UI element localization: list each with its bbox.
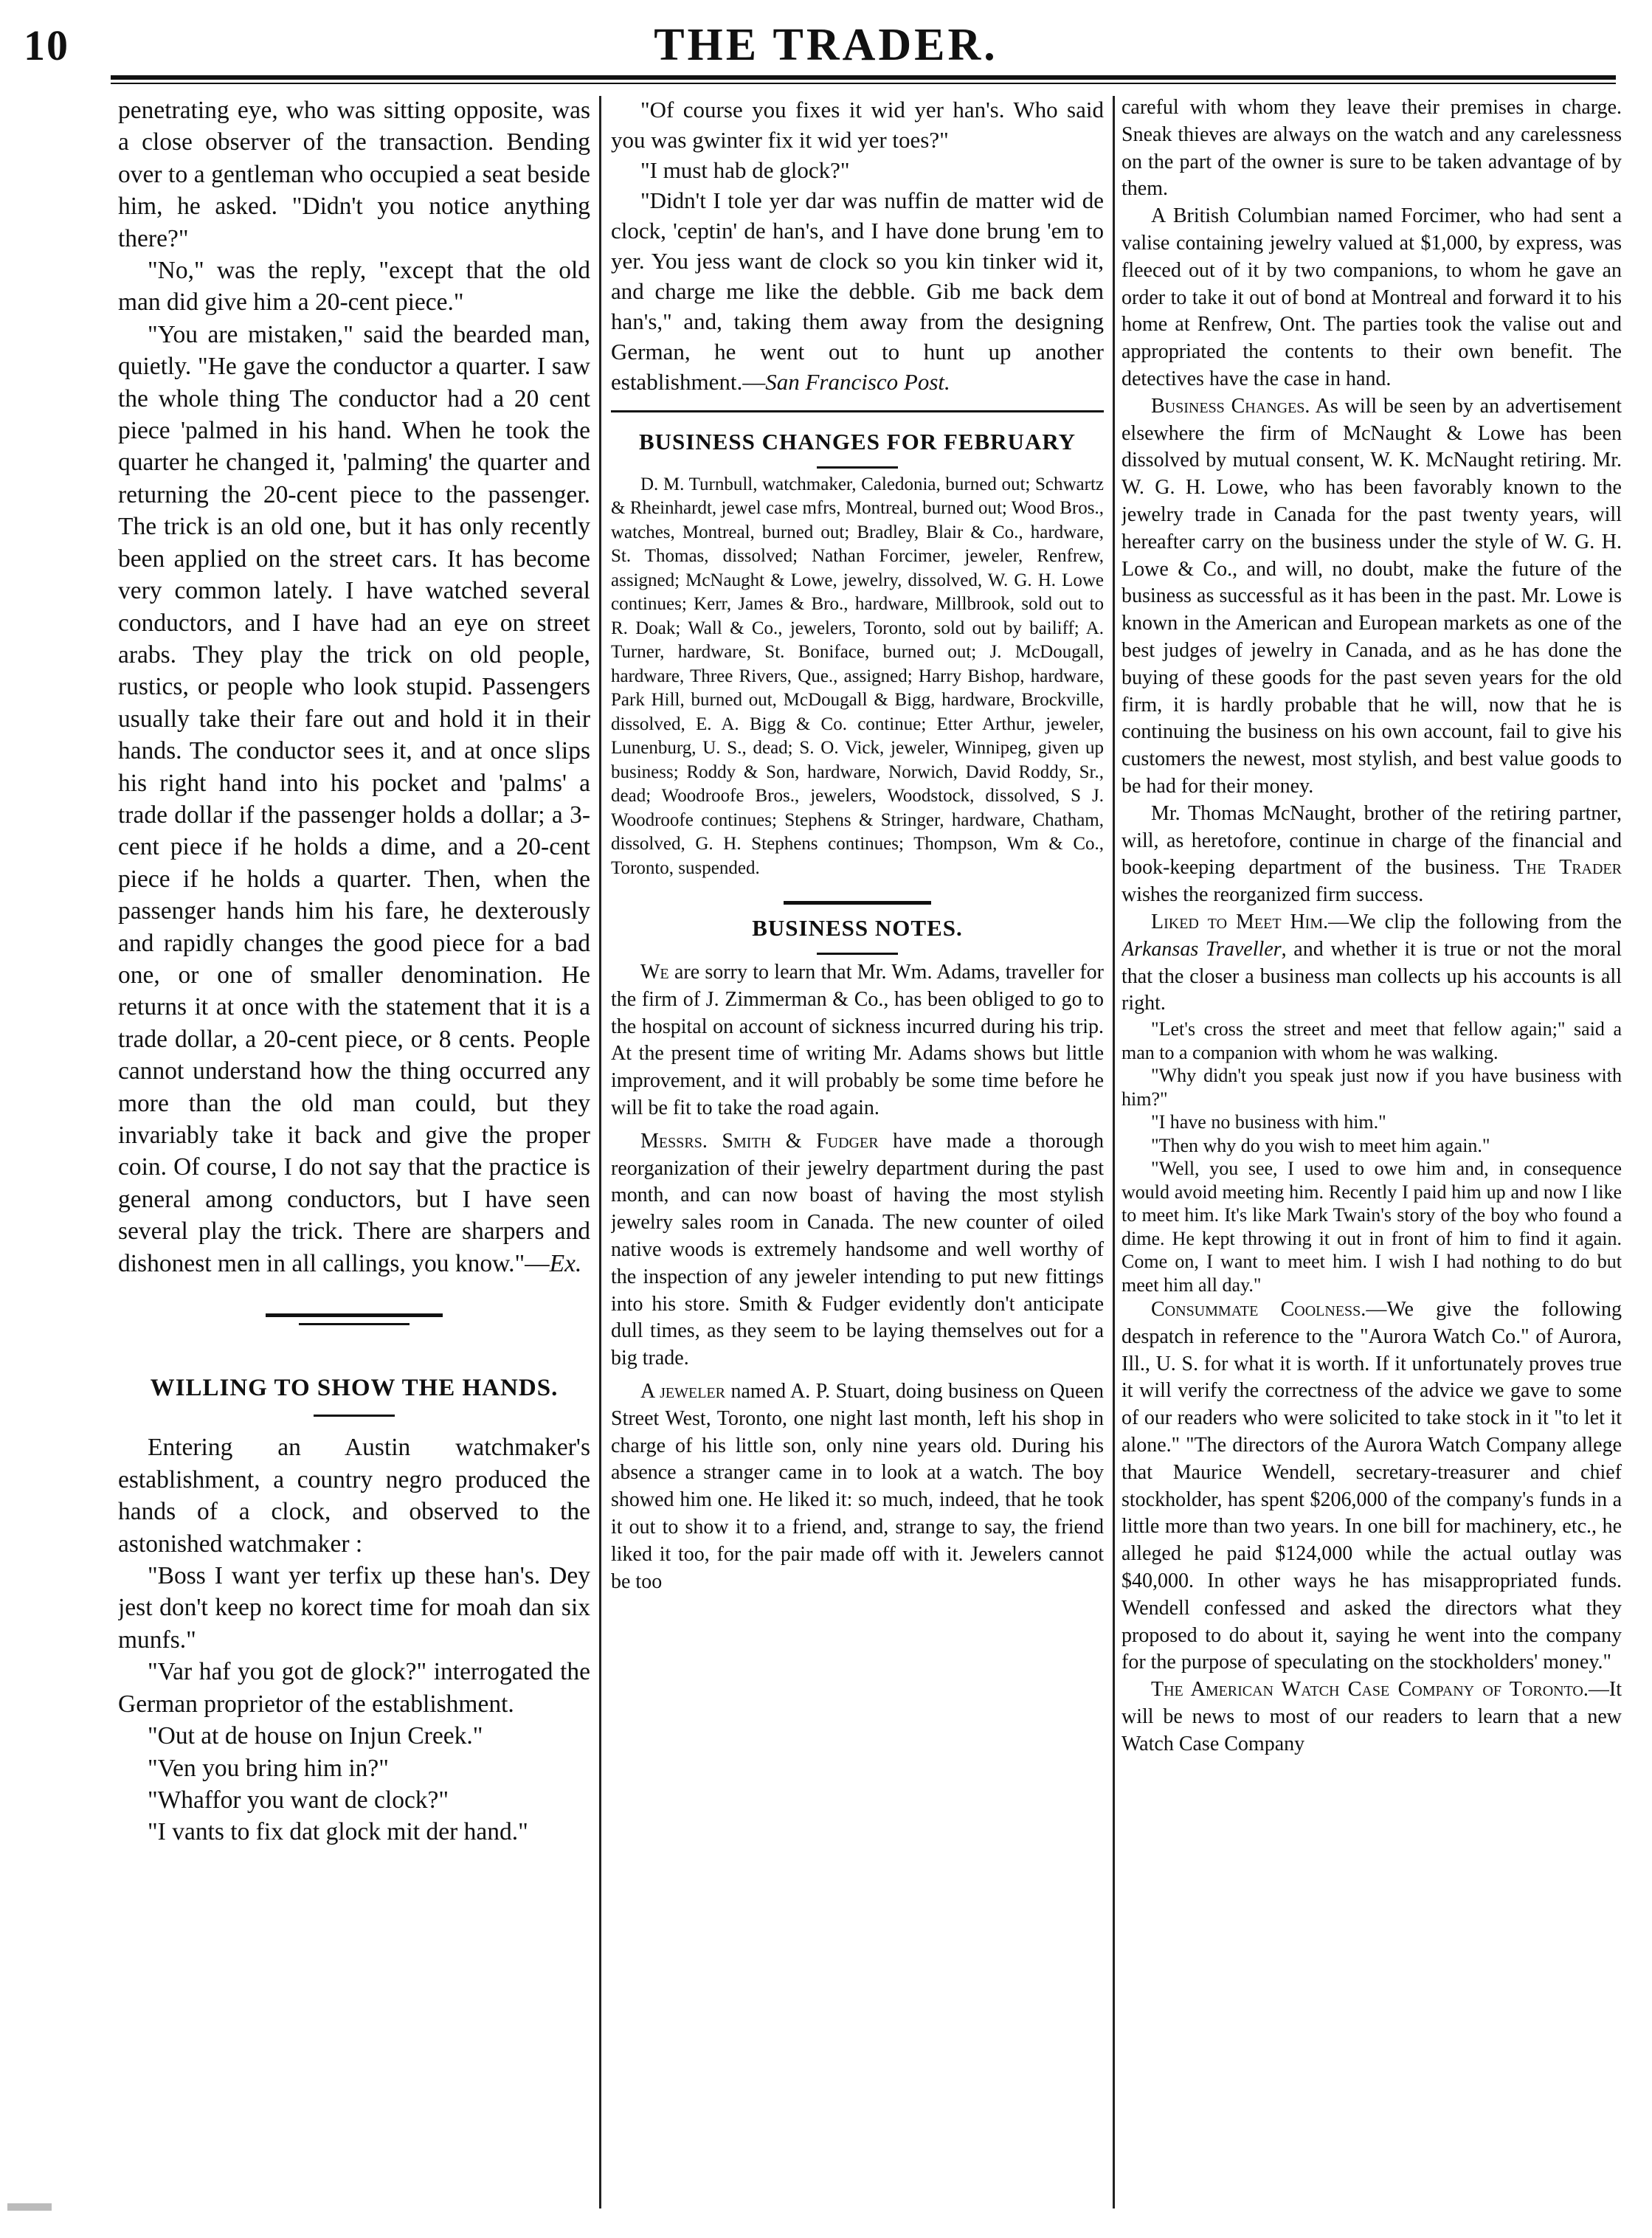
quote-line: "Why didn't you speak just now if you have business with him?" bbox=[1122, 1065, 1622, 1110]
lead-word: Business Changes. bbox=[1151, 394, 1310, 418]
page-number: 10 bbox=[24, 21, 69, 69]
paragraph bbox=[1122, 393, 1622, 801]
lead-word: We bbox=[640, 961, 669, 984]
quote-block bbox=[1122, 1018, 1622, 1296]
column-3 bbox=[1122, 94, 1622, 2216]
heading-rule bbox=[817, 953, 898, 955]
paragraph-text: "Didn't I tole yer dar was nuffin de matter wid de clock, 'ceptin' de han's, and I have done brung 'em to yer. You jess want de clock so you kin tinker wid it, and charge me like the debble. Gib me back dem han's," and, taking them away from the designing German, he went out to hunt up another establishment.— bbox=[611, 187, 1104, 395]
paragraph: "No," was the reply, "except that the old man did give him a 20-cent piece." bbox=[118, 257, 590, 317]
paragraph bbox=[611, 1128, 1104, 1372]
quote-line: "Let's cross the street and meet that fellow again;" said a man to a companion with whom he was walking. bbox=[1122, 1018, 1622, 1063]
heading-rule bbox=[817, 466, 898, 469]
paragraph: "Ven you bring him in?" bbox=[148, 1754, 389, 1782]
heading-rule bbox=[314, 1415, 395, 1417]
lead-word: A jeweler bbox=[640, 1380, 725, 1403]
paragraph bbox=[1122, 801, 1622, 909]
paragraph-text: , and whether it is true or not the moral that the closer a business man collects up his accounts is all right. bbox=[1122, 937, 1622, 1015]
column-1 bbox=[118, 94, 590, 2216]
paragraph-text: As will be seen by an advertisement elsewhere the firm of McNaught & Lowe has been dissolved by mutual consent, W. K. McNaught retiring. Mr. W. G. H. Lowe, who has been favorably known to the jewelry trade in Canada for the past twenty years, will hereafter carry on the business under the style of W. G. H. Lowe & Co., and will, no doubt, make the future of the business as successful as it has been in the past. Mr. Lowe is known in the American and European markets as one of the best judges of jewelry in Canada, and as he has done the buying of these goods for the past seven years for the old firm, it is hardly probable that he will, now that he is continuing the business on his own account, fail to give his customers the newest, most stylish, and best value goods to be had for their money. bbox=[1122, 394, 1622, 798]
article-heading: BUSINESS NOTES. bbox=[752, 915, 963, 942]
paragraph: Entering an Austin watchmaker's establishment, a country negro produced the hands of a clock, and observed to the astonished watchmaker : bbox=[118, 1434, 590, 1558]
paragraph-text: —It will be news to most of our readers to learn that a new Watch Case Company bbox=[1122, 1678, 1622, 1755]
quote-line: "I have no business with him." bbox=[1151, 1111, 1386, 1133]
paragraph: "Var haf you got de glock?" interrogated the German proprietor of the establishment. bbox=[118, 1658, 590, 1718]
paragraph: "I vants to fix dat glock mit der hand." bbox=[148, 1818, 528, 1846]
paragraph: A British Columbian named Forcimer, who had sent a valise containing jewelry valued at $1,000, by express, was fleeced out of it by two companions, to whom he gave an order to take it out of bond at Montreal and forward it to his home at Renfrew, Ont. The parties took the valise out and appropriated the contents to their own benefit. The detectives have the case in hand. bbox=[1122, 204, 1622, 390]
article-heading: BUSINESS CHANGES FOR FEBRUARY bbox=[638, 429, 1076, 455]
publication-name: The Trader bbox=[1513, 856, 1622, 880]
section-separator bbox=[784, 901, 931, 905]
column-rule-2 bbox=[1113, 96, 1115, 2208]
paragraph-text: —We give the following despatch in reference to the "Aurora Watch Co." of Aurora, Ill., U. S. for what it is worth. If it unfortunately proves true it will verify the correctness of the advice we gave to some of our readers who were solicited to take stock in it "to let it alone." "The directors of the Aurora Watch Company allege that Maurice Wendell, secretary-treasurer and chief stockholder, has spent $206,000 of the company's funds in a little more than two years. In one bill for machinery, etc., he alleged he paid $124,000 while the actual outlay was $40,000. In other ways he has misappropriated funds. Wendell confessed and asked the directors what they proposed to do about it, saying he went into the company for the purpose of speculating on the stockholders' money." bbox=[1122, 1298, 1622, 1674]
paragraph-text: "You are mistaken," said the bearded man, quietly. "He gave the conductor a quarter. I saw the whole thing The conductor had a 20 cent piece 'palmed in his hand. When he took the quarter he changed it, 'palming' the quarter and returning the 20-cent piece to the passenger. The trick is an old one, but it has only recently been applied on the street cars. It has become very common lately. I have watched several conductors, and I have had an eye on street arabs. They play the trick on old people, rustics, or people who look stupid. Passengers usually take their fare out and hold it in their hands. The conductor sees it, and at once slips his right hand into his pocket and 'palms' a trade dollar if the passenger holds a dollar; a 3-cent piece if he holds a dime, and a 20-cent piece if he holds a quarter. Then, when the passenger hands him his fare, he dexterously and rapidly changes the good piece for a bad one, or one of smaller denomination. He returns it at once with the statement that it is a trade dollar, a 20-cent piece, or 8 cents. People cannot understand how the thing occurred any more than the old man could, but they invariably take it back and give the proper coin. Of course, I do not say that the practice is general among conductors, but I have seen several play the trick. There are sharpers and dishonest men in all callings, you know."— bbox=[118, 320, 590, 1277]
section-separator bbox=[611, 410, 1104, 412]
quote-line: "Well, you see, I used to owe him and, in consequence would avoid meeting him. Recently I paid him up and now I like to meet him. It's like Mark Twain's story of the boy who found a dime. He kept throwing it out in front of him to find it again. Come on, I want to meet him. I wish I had nothing to do but meet him all day." bbox=[1122, 1158, 1622, 1296]
paragraph: careful with whom they leave their premises in charge. Sneak thieves are always on the watch and any carelessness on the part of the owner is sure to be taken advantage of by them. bbox=[1122, 96, 1622, 201]
lead-word: Messrs. Smith & Fudger bbox=[640, 1129, 879, 1153]
business-changes-list: D. M. Turnbull, watchmaker, Caledonia, burned out; Schwartz & Rheinhardt, jewel case mfrs, Montreal, burned out; Wood Bros., watches, Montreal, burned out; Bradley, Blair & Co., hardware, St. Thomas, dissolved; Nathan Forcimer, jeweler, Renfrew, assigned; McNaught & Lowe, jewelry, dissolved, W. G. H. Lowe continues; Kerr, James & Bro., hardware, Millbrook, sold out to R. Doak; Wall & Co., jewelers, Toronto, sold out by bailiff; A. Turner, hardware, St. Boniface, burned out; J. McDougall, hardware, Three Rivers, Que., assigned; Harry Bishop, hardware, Park Hill, burned out, McDougall & Bigg, hardware, Brockville, dissolved, E. A. Bigg & Co. continue; Etter Arthur, jeweler, Lunenburg, U. S., dead; S. O. Vick, jeweler, Winnipeg, given up business; Roddy & Son, hardware, Norwich, David Roddy, Sr., dead; Woodroofe Bros., jewelers, Woodstock, dissolved, S J. Woodroofe continues; Stephens & Stringer, hardware, Chatham, dissolved, G. H. Stephens continues; Thompson, Wm & Co., Toronto, suspended. bbox=[611, 474, 1104, 878]
lead-word: Consummate Coolness. bbox=[1151, 1298, 1366, 1322]
paragraph-text: have made a thorough reorganization of their jewelry department during the past month, and can now boast of having the most stylish jewelry sales room in Canada. The new counter of oiled native woods is extremely handsome and well worthy of the inspection of any jeweler intending to put new fittings into his store. Smith & Fudger evidently don't anticipate dull times, as they seem to be laying themselves out for a big trade. bbox=[611, 1129, 1104, 1370]
section-separator bbox=[266, 1313, 443, 1317]
column-2 bbox=[611, 94, 1104, 2216]
paragraph bbox=[611, 959, 1104, 1122]
header-rule-thin bbox=[111, 83, 1616, 84]
paragraph: "Of course you fixes it wid yer han's. Who said you was gwinter fix it wid yer toes?" bbox=[611, 97, 1104, 153]
source-credit: Arkansas Traveller bbox=[1122, 937, 1282, 961]
paragraph bbox=[611, 1378, 1104, 1595]
quote-line: "Then why do you wish to meet him again." bbox=[1151, 1134, 1490, 1156]
paragraph bbox=[611, 185, 1104, 397]
lead-word: The American Watch Case Company of Toronto. bbox=[1151, 1678, 1589, 1702]
paragraph: "Boss I want yer terfix up these han's. Dey jest don't keep no korect time for moah dan six munfs." bbox=[118, 1562, 590, 1654]
column-rule-1 bbox=[599, 96, 601, 2208]
article-heading: WILLING TO SHOW THE HANDS. bbox=[150, 1375, 559, 1402]
section-separator-thin bbox=[299, 1323, 409, 1325]
paragraph-text: are sorry to learn that Mr. Wm. Adams, traveller for the firm of J. Zimmerman & Co., has been obliged to go to the hospital on account of sickness incurred during his trip. At the present time of writing Mr. Adams shows but little improvement, and it will probably be some time before he will be fit to take the road again. bbox=[611, 961, 1104, 1120]
paragraph bbox=[118, 319, 590, 1279]
paragraph-text: wishes the reorganized firm success. bbox=[1122, 883, 1424, 907]
paragraph bbox=[1122, 1296, 1622, 1676]
header-rule bbox=[111, 75, 1616, 80]
source-credit: Ex. bbox=[549, 1249, 582, 1277]
paragraph-text: —We clip the following from the bbox=[1328, 910, 1622, 933]
source-credit: San Francisco Post. bbox=[765, 369, 950, 395]
paragraph bbox=[1122, 909, 1622, 1018]
paragraph-text: Mr. Thomas McNaught, brother of the retiring partner, will, as heretofore, continue in charge of the financial and book-keeping department of the business. bbox=[1122, 801, 1622, 880]
paragraph: "Out at de house on Injun Creek." bbox=[148, 1722, 483, 1750]
lead-word: Liked to Meet Him. bbox=[1151, 910, 1329, 933]
masthead-title: THE TRADER. bbox=[654, 20, 998, 70]
paragraph: penetrating eye, who was sitting opposite, was a close observer of the transaction. Bending over to a gentleman who occupied a seat beside him, he asked. "Didn't you notice anything there?" bbox=[118, 97, 590, 252]
paragraph: "I must hab de glock?" bbox=[640, 157, 850, 183]
print-smudge bbox=[7, 2203, 52, 2211]
paragraph-text: named A. P. Stuart, doing business on Queen Street West, Toronto, one night last month, left his shop in charge of his little son, only nine years old. During his absence a stranger came in to look at a watch. The boy showed him one. He liked it: so much, indeed, that he took it out to show it to a friend, and, strange to say, the friend liked it too, for the pair made off with it. Jewelers cannot be too bbox=[611, 1380, 1104, 1593]
paragraph bbox=[1122, 1676, 1622, 1758]
paragraph: "Whaffor you want de clock?" bbox=[148, 1786, 449, 1814]
